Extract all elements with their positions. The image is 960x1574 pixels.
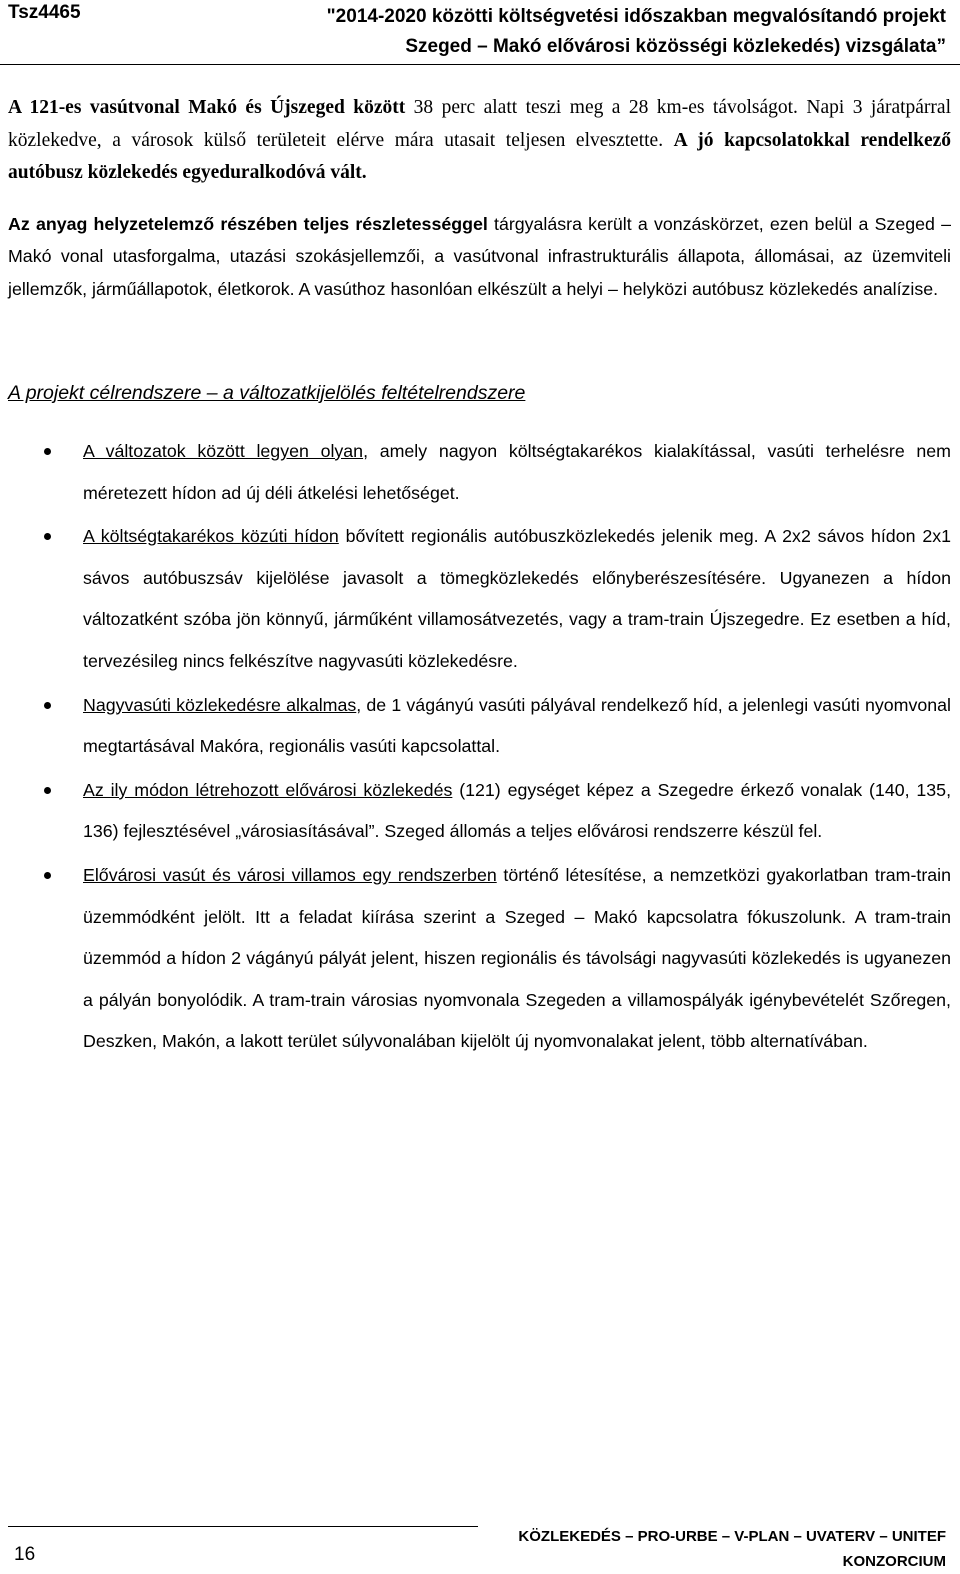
list-item-lead: Az ily módon létrehozott elővárosi közlekedés [83,779,453,800]
intro-p1-conclusion: A jó kapcsolatokkal rendelkező autóbusz közlekedés egyeduralkodóvá vált. [8,129,952,183]
list-item-lead: A változatok között legyen olyan [83,441,364,461]
section-heading: A projekt célrendszere – a változatkijelölés feltételrendszere [8,382,526,404]
page-header [0,0,960,64]
list-item [8,770,951,853]
document-title [327,2,946,62]
goal-list [8,431,951,1063]
intro-p2-lead: Az anyag helyzetelemző részében teljes részletességgel [8,213,488,234]
list-item [8,516,951,682]
footer-divider [8,1526,478,1527]
header-divider [0,64,960,65]
bullet-icon [44,448,51,455]
list-item-text: bővített regionális autóbuszközlekedés jelenik meg. A 2x2 sávos hídon 2x1 sávos autóbuszsáv kijelölése javasolt a tömegközlekedés előnyberészesítésére. Ugyanezen a hídon változatként szóba jön könnyű, járműként villamosátvezetés, vagy a tram-train Újszegedre. Ez esetben a híd, tervezésileg nincs felkészítve nagyvasúti közlekedésre. [83,526,951,671]
list-item-text: , de 1 vágányú vasúti pályával rendelkező híd, a jelenlegi vasúti nyomvonal megtartásával Makóra, regionális vasúti kapcsolattal. [83,694,951,757]
list-item-lead: Nagyvasúti közlekedésre alkalmas [83,694,357,715]
intro-p1-lead: A 121-es vasútvonal Makó és Újszeged között [8,97,406,118]
document-code: Tsz4465 [8,2,81,23]
consortium-members: KÖZLEKEDÉS – PRO-URBE – V-PLAN – UVATERV – UNITEF [518,1528,946,1545]
list-item-lead: Elővárosi vasút és városi villamos egy rendszerben [83,864,497,885]
consortium-name [476,1524,946,1574]
list-item [8,685,951,768]
consortium-label: KONZORCIUM [842,1553,946,1570]
intro-p1-body: 38 perc alatt teszi meg a 28 km-es távolságot. Napi 3 járatpárral közlekedve, a városok külső területeit elérve mára utasait teljesen elvesztette. [8,97,951,151]
list-item-text: , amely nagyon költségtakarékos kialakítással, vasúti terhelésre nem méretezett hídon ad új déli átkelési lehetőséget. [83,441,951,503]
intro-p2-body: tárgyalásra került a vonzáskörzet, ezen belül a Szeged – Makó vonal utasforgalma, utazási szokásjellemzői, a vasútvonal infrastrukturális állapota, állomásai, az üzemviteli jellemzők, járműállapotok, életkorok. A vasúthoz hasonlóan elkészült a helyi – helyközi autóbusz közlekedés analízise. [8,213,951,299]
page-number: 16 [14,1544,36,1565]
document-title-line1: "2014-2020 közötti költségvetési időszakban megvalósítandó projekt [326,6,946,27]
intro-paragraph-1 [8,92,951,190]
document-title-line2: Szeged – Makó elővárosi közösségi közlekedés) vizsgálata” [405,36,946,57]
bullet-icon [44,872,51,879]
bullet-icon [44,702,51,709]
bullet-icon [44,533,51,540]
intro-paragraph-2 [8,208,951,306]
page-body [8,92,951,1065]
list-item-text: (121) egységet képez a Szegedre érkező vonalak (140, 135, 136) fejlesztésével „városiasításával”. Szeged állomás a teljes elővárosi rendszerre készül fel. [83,779,952,842]
list-item-lead: A költségtakarékos közúti hídon [83,526,339,547]
bullet-icon [44,787,51,794]
list-item [8,855,951,1063]
list-item [8,431,951,514]
list-item-text: történő létesítése, a nemzetközi gyakorlatban tram-train üzemmódként jelölt. Itt a feladat kiírása szerint a Szeged – Makó kapcsolatra fókuszolunk. A tram-train üzemmód a hídon 2 vágányú pályát jelent, hiszen regionális és távolsági nagyvasúti közlekedés is ugyanezen a pályán bonyolódik. A tram-train városias nyomvonala Szegeden a villamospályák igénybevételét Szőregen, Deszken, Makón, a lakott terület súlyvonalában kijelölt új nyomvonalakat jelent, több alternatívában. [83,864,951,1052]
